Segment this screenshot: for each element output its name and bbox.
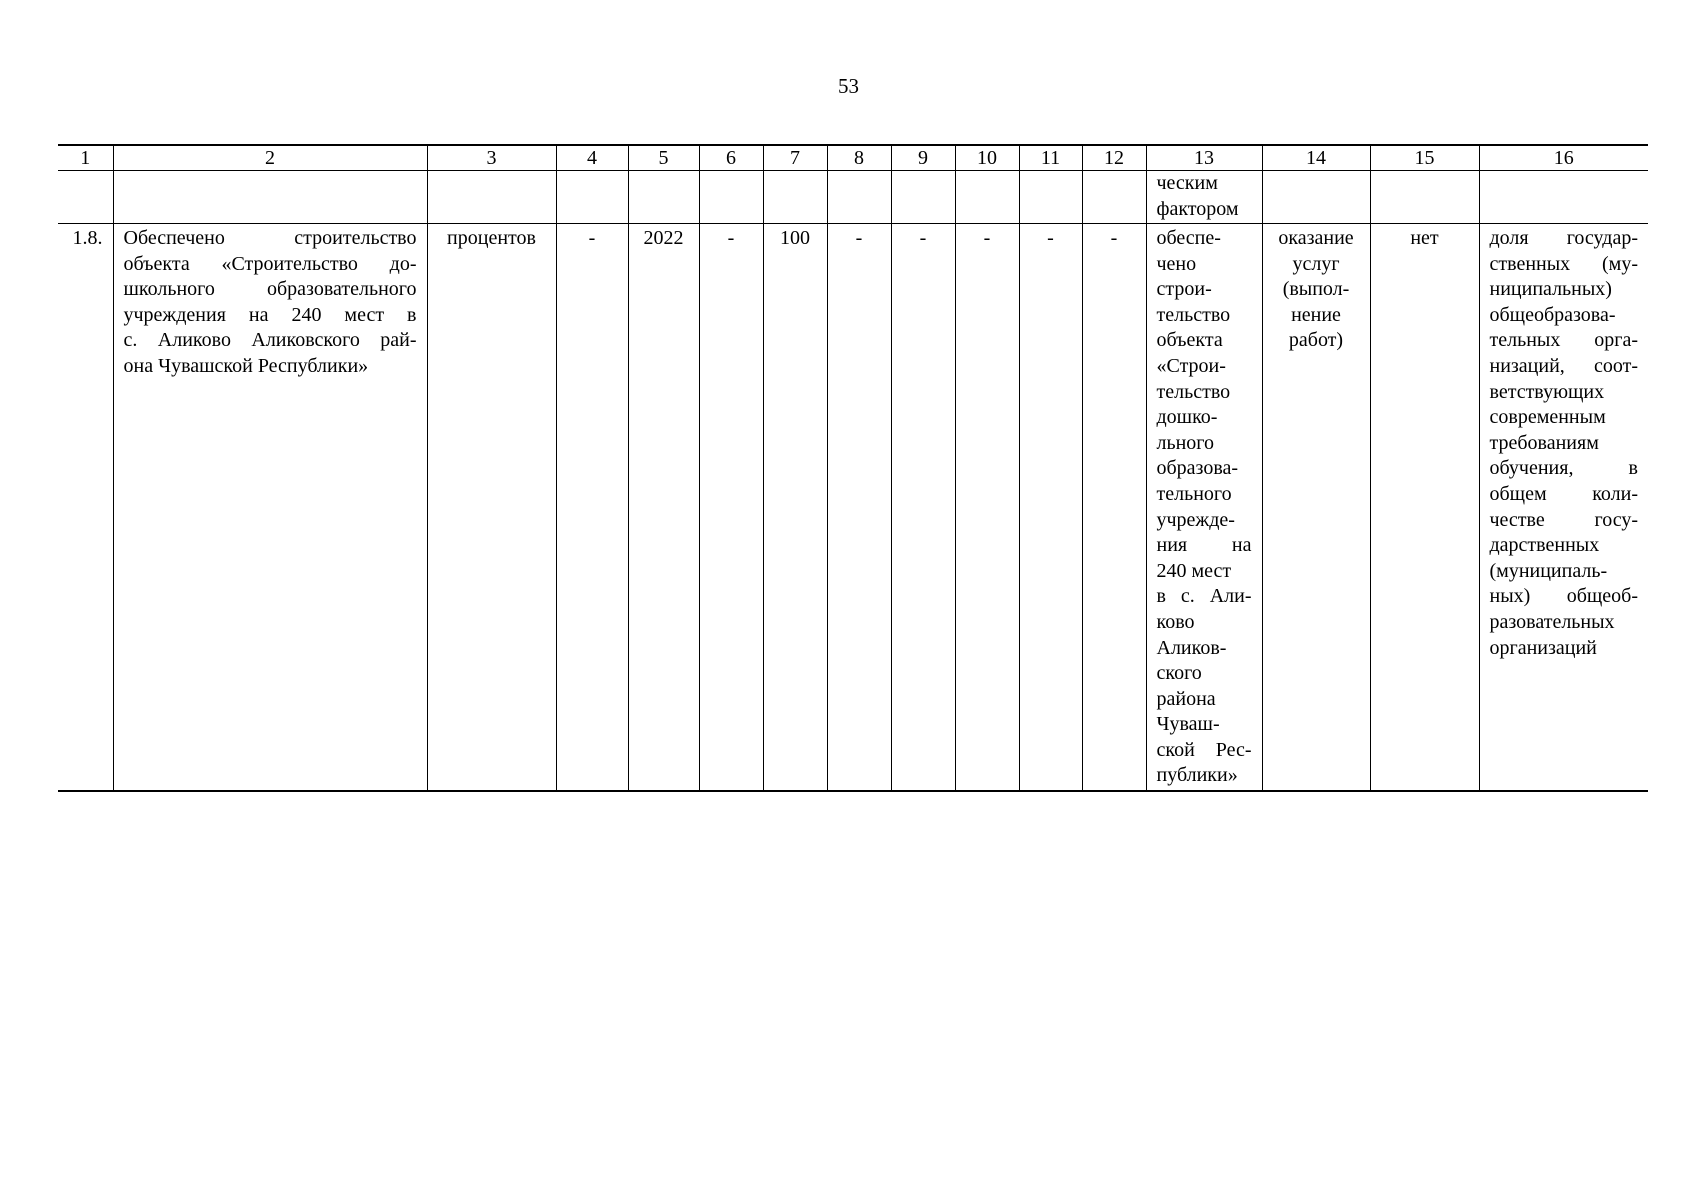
row-number: 1.8. xyxy=(58,224,113,792)
column-header: 14 xyxy=(1262,145,1370,171)
service-type-cell: оказание услуг (выпол- нение работ) xyxy=(1262,224,1370,792)
year-cell: 2022 xyxy=(628,224,699,792)
column-header: 11 xyxy=(1019,145,1082,171)
column-header: 3 xyxy=(427,145,556,171)
table-row xyxy=(58,224,1648,792)
value-cell: - xyxy=(891,224,955,792)
continued-factor-cell: ческим фактором xyxy=(1146,171,1262,224)
column-header: 16 xyxy=(1479,145,1648,171)
value-cell: - xyxy=(827,224,891,792)
column-header: 1 xyxy=(58,145,113,171)
column-header: 10 xyxy=(955,145,1019,171)
value-cell: - xyxy=(699,224,763,792)
indicator-description: Обеспечено строительство объекта «Строительство до- школьного образовательного учреждения на 240 мест в с. Аликово Аликовского рай- она Чувашской Республики» xyxy=(113,224,427,792)
column-header: 15 xyxy=(1370,145,1479,171)
page-number: 53 xyxy=(838,74,859,98)
column-header: 6 xyxy=(699,145,763,171)
continuation-row xyxy=(58,171,1648,224)
column-header: 5 xyxy=(628,145,699,171)
value-cell: - xyxy=(1019,224,1082,792)
column-header-row xyxy=(58,145,1648,171)
factor-cell: обеспе- чено строи- тельство объекта «Строи- тельство дошко- льного образова- тельного учрежде- ния на 240 мест в с. Али- ково Аликов- ского района Чуваш- ской Рес- публики» xyxy=(1146,224,1262,792)
column-header: 12 xyxy=(1082,145,1146,171)
unit-cell: процентов xyxy=(427,224,556,792)
column-header: 13 xyxy=(1146,145,1262,171)
value-cell: - xyxy=(955,224,1019,792)
column-header: 2 xyxy=(113,145,427,171)
value-cell: нет xyxy=(1370,224,1479,792)
column-header: 8 xyxy=(827,145,891,171)
column-header: 4 xyxy=(556,145,628,171)
value-cell: - xyxy=(1082,224,1146,792)
indicator-share-cell: доля государ- ственных (му- ниципальных) общеобразова- тельных орга- низаций, соот- ветствующих современным требованиям обучения, в общем коли- честве госу- дарственных (муниципаль- ных) общеоб- разовательных организаций xyxy=(1479,224,1648,792)
indicators-table xyxy=(58,144,1648,792)
value-cell: - xyxy=(556,224,628,792)
column-header: 7 xyxy=(763,145,827,171)
value-cell: 100 xyxy=(763,224,827,792)
column-header: 9 xyxy=(891,145,955,171)
